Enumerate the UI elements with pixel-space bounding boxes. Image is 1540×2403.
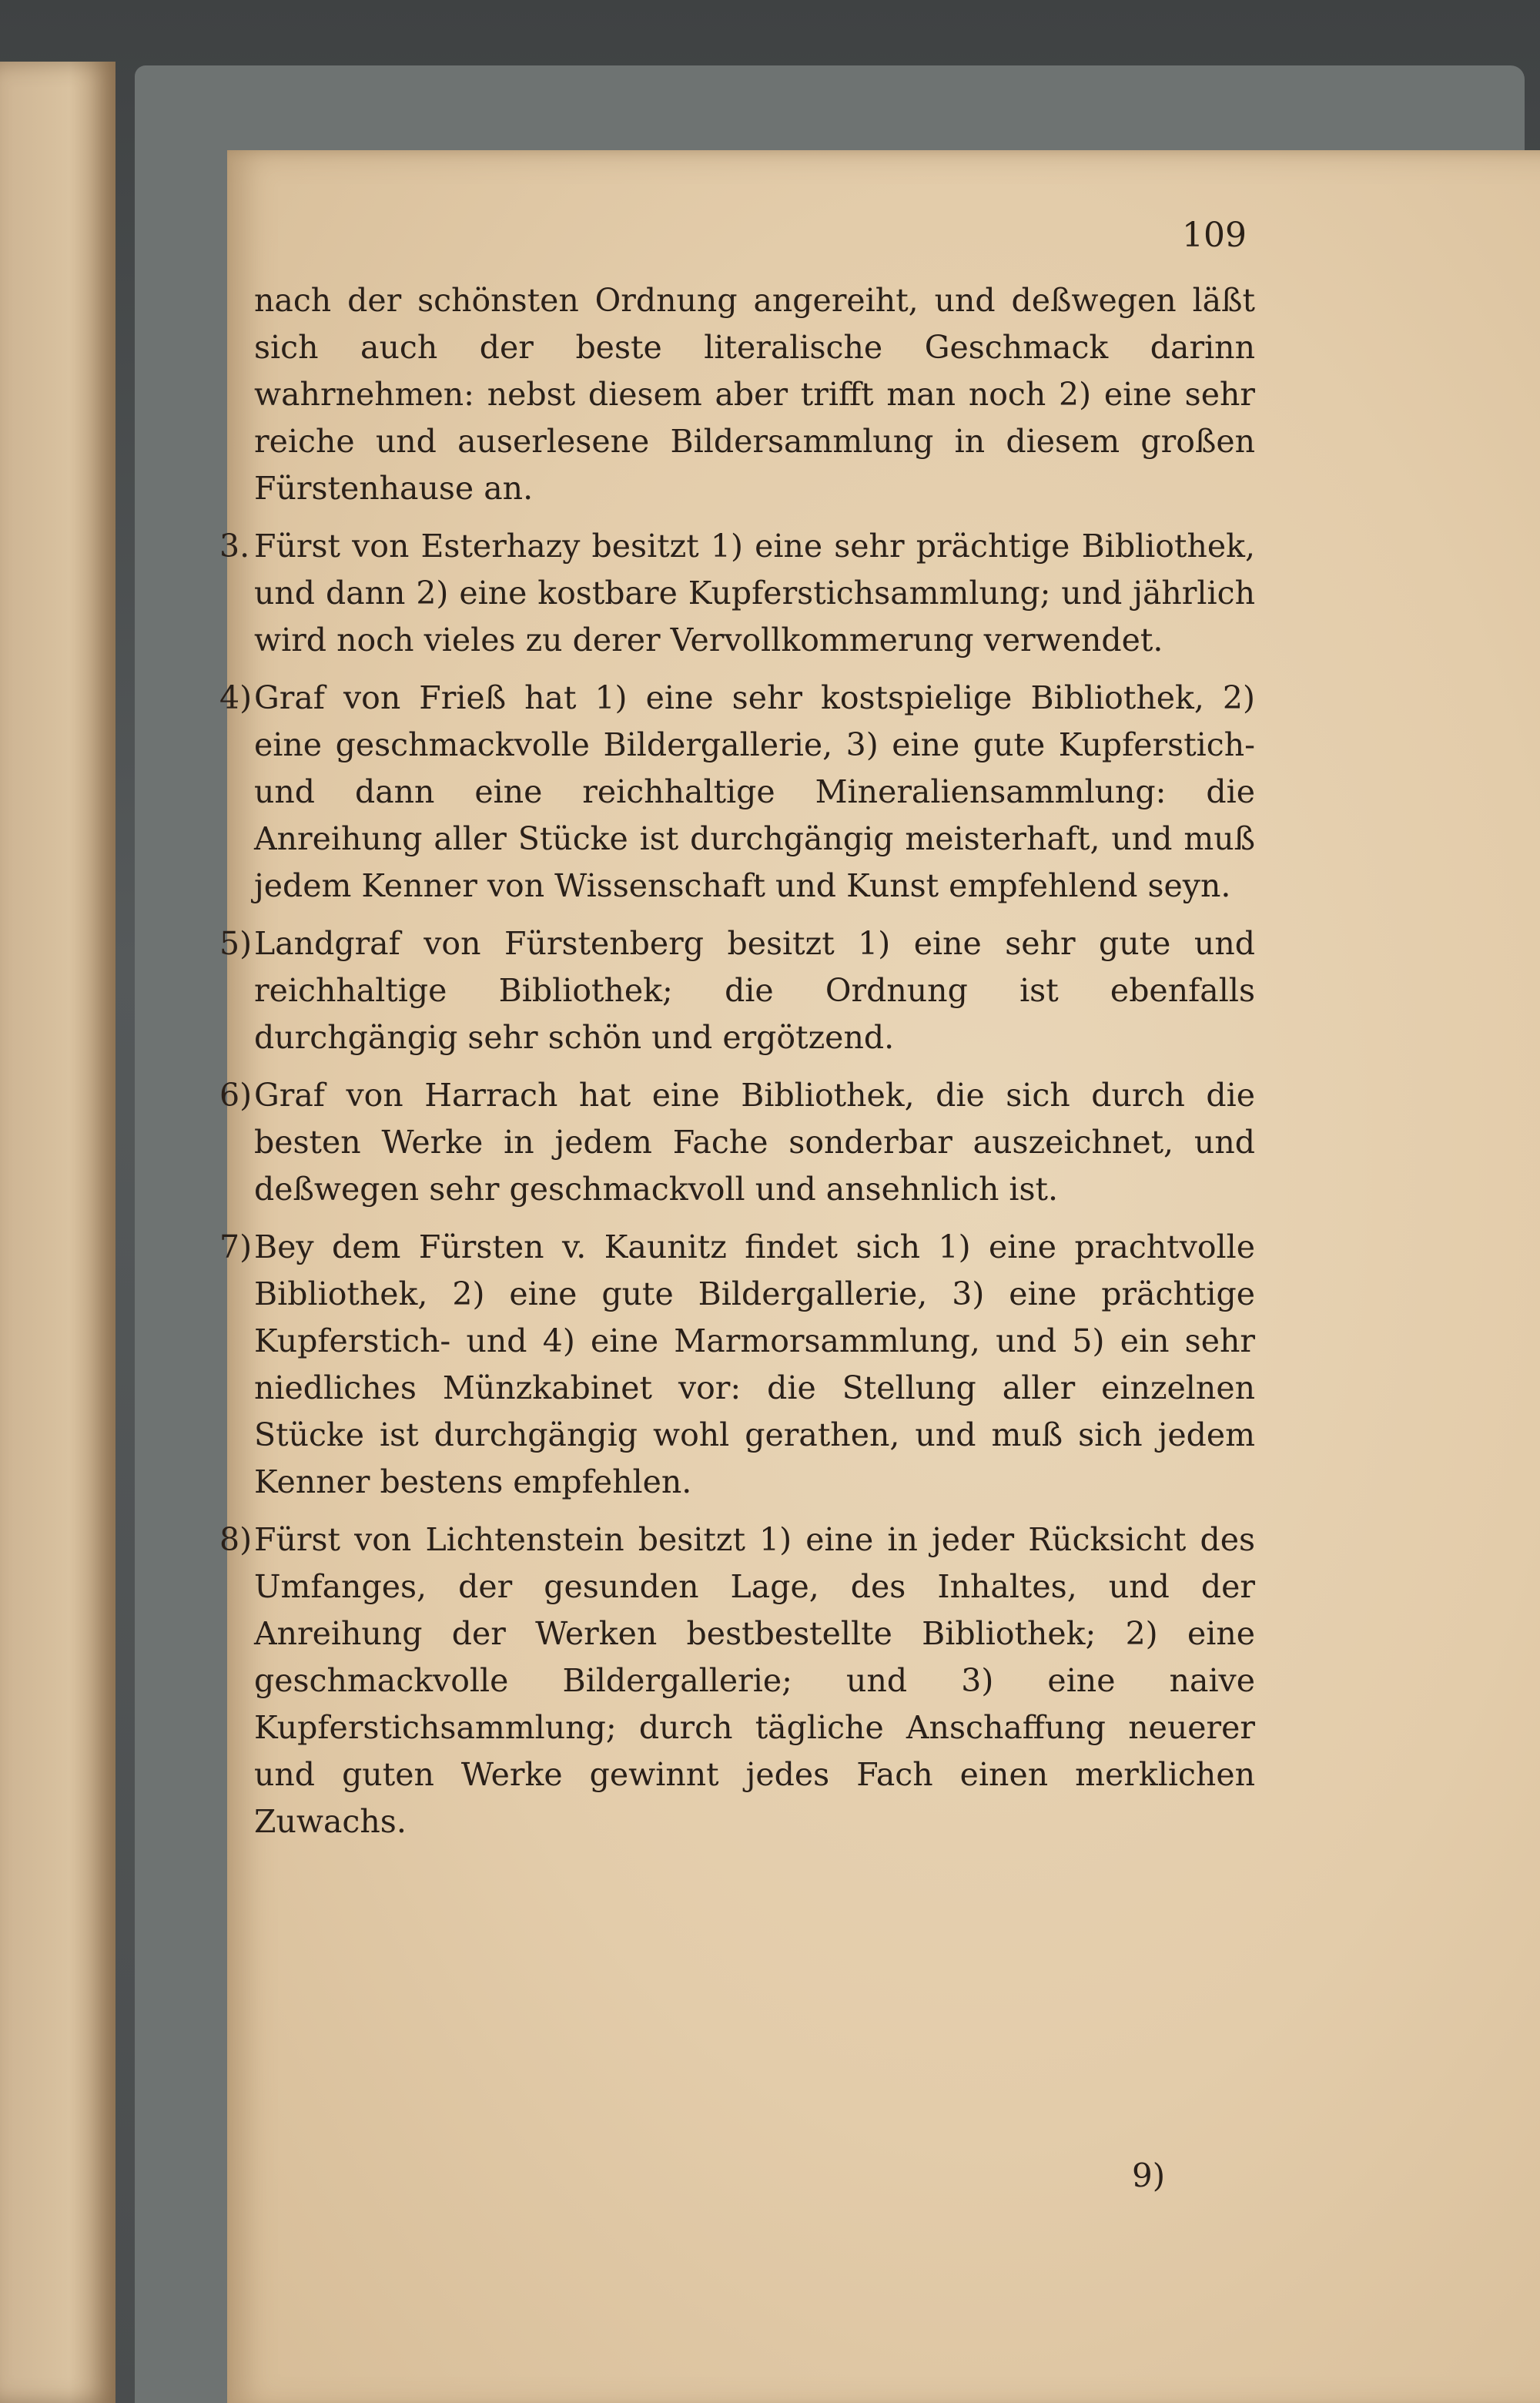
paragraph-number: 8): [219, 1521, 253, 1558]
page-number: 109: [1182, 216, 1247, 255]
paragraph-number: 7): [219, 1228, 253, 1265]
page-body-text: [219, 277, 1255, 1856]
paragraph-number: 6): [219, 1077, 253, 1114]
left-page-edge: [0, 62, 116, 2403]
paragraph-text: Fürst von Lichtenstein besitzt 1) eine in jeder Rücksicht des Umfanges, der gesunden Lage, des Inhaltes, und der Anreihung der Werken bestbestellte Bibliothek; 2) eine geschmackvolle Bildergallerie; und 3) eine naive Kupferstichsammlung; durch tägliche Anschaffung neuerer und guten Werke gewinnt jedes Fach einen merklichen Zuwachs.: [254, 1521, 1255, 1840]
catchword: 9): [1132, 2157, 1166, 2194]
paragraph-6: [219, 1517, 1255, 1845]
paragraph-text: Bey dem Fürsten v. Kaunitz findet sich 1) eine prachtvolle Bibliothek, 2) eine gute Bildergallerie, 3) eine prächtige Kupferstich- und 4) eine Marmorsammlung, und 5) ein sehr niedliches Münzkabinet vor: die Stellung aller einzelnen Stücke ist durchgängig wohl gerathen, und muß sich jedem Kenner bestens empfehlen.: [254, 1228, 1255, 1500]
paragraph-number: 3.: [219, 528, 250, 565]
paragraph-2: [219, 675, 1255, 910]
paragraph-number: 4): [219, 679, 253, 716]
paragraph-text: Graf von Harrach hat eine Bibliothek, die sich durch die besten Werke in jedem Fache sonderbar auszeichnet, und deßwegen sehr geschmackvoll und ansehnlich ist.: [254, 1077, 1255, 1208]
paragraph-text: Graf von Frieß hat 1) eine sehr kostspielige Bibliothek, 2) eine geschmackvolle Bildergallerie, 3) eine gute Kupferstich- und dann eine reichhaltige Mineraliensammlung: die Anreihung aller Stücke ist durchgängig meisterhaft, und muß jedem Kenner von Wissenschaft und Kunst empfehlend seyn.: [254, 679, 1255, 904]
paragraph-text: nach der schönsten Ordnung angereiht, und deßwegen läßt sich auch der beste literalische Geschmack darinn wahrnehmen: nebst diesem aber trifft man noch 2) eine sehr reiche und auserlesene Bildersammlung in diesem großen Fürstenhause an.: [254, 282, 1255, 507]
paragraph-4: [219, 1072, 1255, 1213]
paragraph-5: [219, 1224, 1255, 1506]
paragraph-0: [254, 277, 1255, 512]
paragraph-text: Fürst von Esterhazy besitzt 1) eine sehr prächtige Bibliothek, und dann 2) eine kostbare Kupferstichsammlung; und jährlich wird noch vieles zu derer Vervollkommerung verwendet.: [254, 528, 1255, 659]
paragraph-3: [219, 920, 1255, 1061]
paragraph-number: 5): [219, 925, 253, 962]
paragraph-1: [219, 523, 1255, 664]
paragraph-text: Landgraf von Fürstenberg besitzt 1) eine sehr gute und reichhaltige Bibliothek; die Ordnung ist ebenfalls durchgängig sehr schön und ergötzend.: [254, 925, 1255, 1056]
